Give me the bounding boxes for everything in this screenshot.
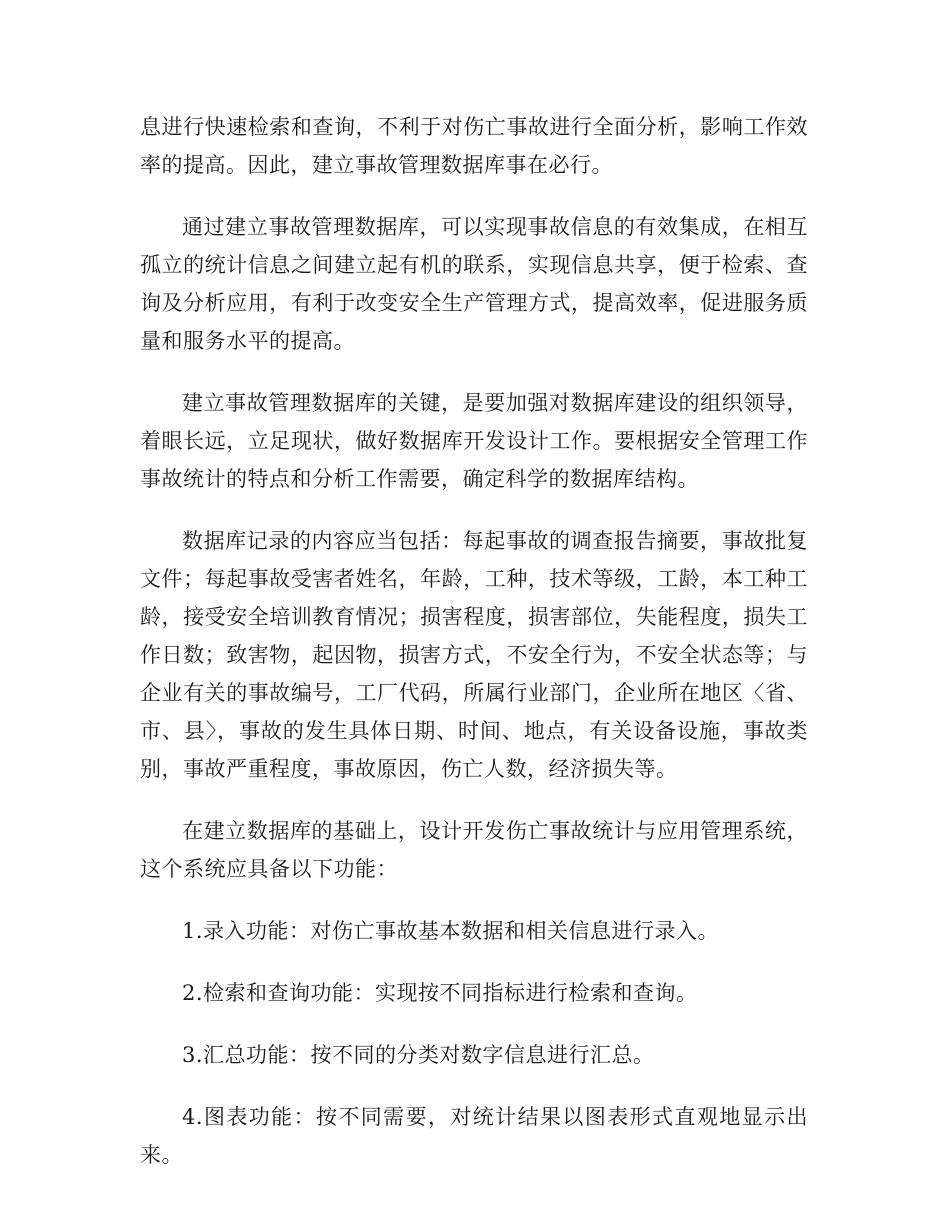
paragraph-database-benefits: 通过建立事故管理数据库，可以实现事故信息的有效集成，在相互孤立的统计信息之间建立起有机的联系，实现信息共享，便于检索、查询及分析应用，有利于改变安全生产管理方式，提高效率，促进服务质量和服务水平的提高。 xyxy=(140,215,808,353)
paragraph-record-contents: 数据库记录的内容应当包括：每起事故的调查报告摘要，事故批复文件；每起事故受害者姓名，年龄，工种，技术等级，工龄，本工种工龄，接受安全培训教育情况；损害程度，损害部位，失能程度，损失工作日数；致害物，起因物，损害方式，不安全行为，不安全状态等；与企业有关的事故编号，工厂代码，所属行业部门，企业所在地区〈省、市、县〉，事故的发生具体日期、时间、地点，有关设备设施，事故类别，事故严重程度，事故原因，伤亡人数，经济损失等。 xyxy=(140,529,808,781)
list-item-chart-function: 4.图表功能：按不同需要，对统计结果以图表形式直观地显示出来。 xyxy=(140,1105,808,1167)
list-item-search-function: 2.检索和查询功能：实现按不同指标进行检索和查询。 xyxy=(182,981,698,1005)
paragraph-database-key: 建立事故管理数据库的关键，是要加强对数据库建设的组织领导，着眼长远，立足现状，做好数据库开发设计工作。要根据安全管理工作事故统计的特点和分析工作需要，确定科学的数据库结构。 xyxy=(140,391,808,491)
list-item-input-function: 1.录入功能：对伤亡事故基本数据和相关信息进行录入。 xyxy=(182,919,720,943)
paragraph-continuation: 息进行快速检索和查询，不利于对伤亡事故进行全面分析，影响工作效率的提高。因此，建立事故管理数据库事在必行。 xyxy=(140,115,808,177)
document-body xyxy=(140,108,808,1198)
paragraph-system-functions: 在建立数据库的基础上，设计开发伤亡事故统计与应用管理系统，这个系统应具备以下功能： xyxy=(140,819,808,881)
list-item-summary-function: 3.汇总功能：按不同的分类对数字信息进行汇总。 xyxy=(182,1043,655,1067)
